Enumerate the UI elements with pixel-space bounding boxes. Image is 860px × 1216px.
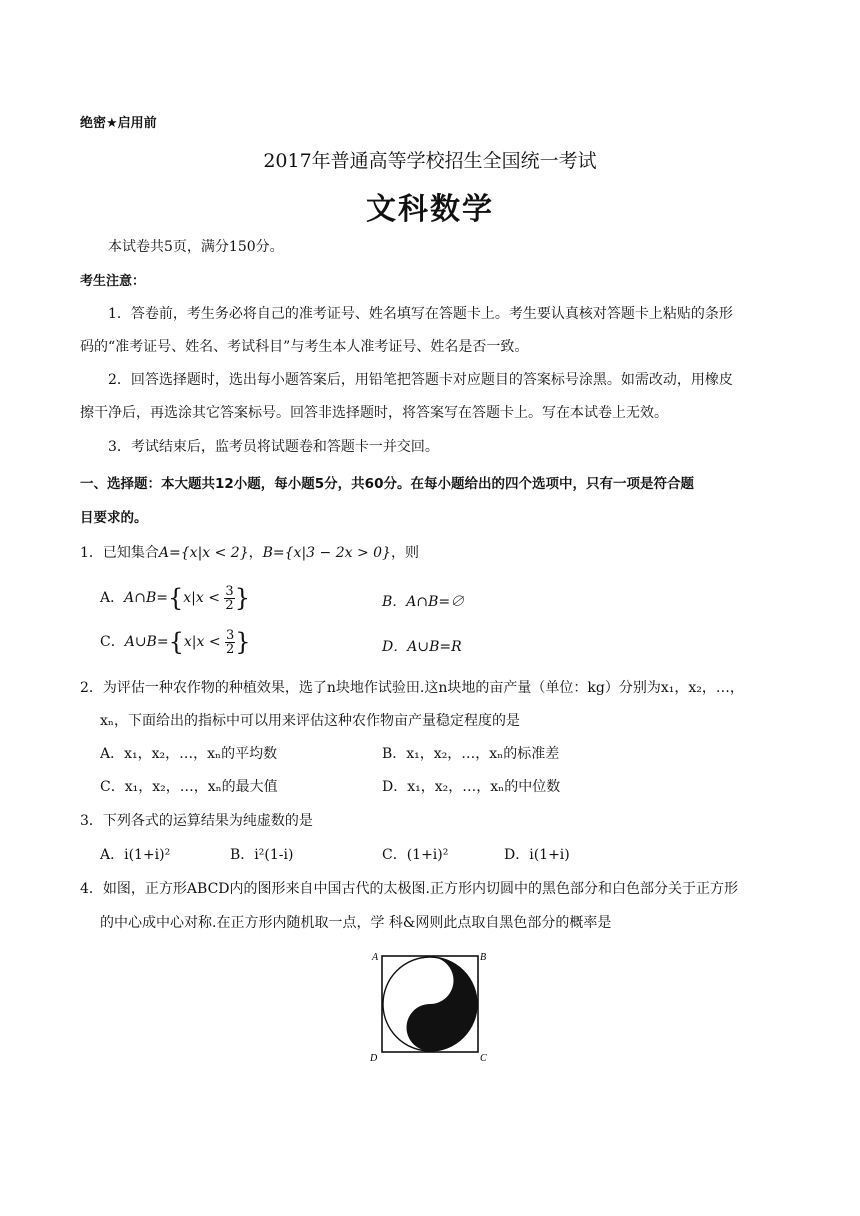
notice-heading: 考生注意： xyxy=(80,274,146,289)
right-brace-icon: } xyxy=(235,628,251,656)
section1-heading-line2: 目要求的。 xyxy=(80,510,148,526)
label-b: B xyxy=(480,952,487,963)
notice-item3: 3．考试结束后，监考员将试题卷和答题卡一并交回。 xyxy=(108,439,439,455)
q1-option-a xyxy=(100,584,250,612)
q2-option-c: C．x₁，x₂，…，xₙ的最大值 xyxy=(100,779,278,795)
q2-option-b: B．x₁，x₂，…，xₙ的标准差 xyxy=(382,746,560,762)
q1-set-b: B={x|3 − 2x > 0} xyxy=(262,545,391,561)
exam-title: 2017年普通高等学校招生全国统一考试 xyxy=(263,150,597,172)
q3-option-c: C．(1+i)² xyxy=(382,847,449,863)
notice-item2-line2: 擦干净后，再选涂其它答案标号。回答非选择题时，将答案写在答题卡上。写在本试卷上无效。 xyxy=(80,405,668,421)
label-c: C xyxy=(480,1053,487,1064)
q2-option-a: A．x₁，x₂，…，xₙ的平均数 xyxy=(100,746,278,762)
notice-item1-line2: 码的“准考证号、姓名、考试科目”与考生本人准考证号、姓名是否一致。 xyxy=(80,339,529,355)
label-a: A xyxy=(372,952,379,963)
taiji-figure xyxy=(364,948,494,1068)
q1-option-b: B．A∩B=∅ xyxy=(382,594,465,610)
intro-text: 本试卷共5页，满分150分。 xyxy=(108,239,284,255)
q2-option-d: D．x₁，x₂，…，xₙ的中位数 xyxy=(382,779,561,795)
q1-option-a-set: x|x < xyxy=(183,590,220,606)
q1-option-c-num: 3 xyxy=(226,627,235,643)
left-brace-icon: { xyxy=(167,584,184,612)
notice-item1-line1: 1．答卷前，考生务必将自己的准考证号、姓名填写在答题卡上。考生要认真核对答题卡上粘贴的条形 xyxy=(108,306,733,322)
q1-option-a-num: 3 xyxy=(225,583,234,599)
left-brace-icon: { xyxy=(168,628,184,656)
q4-stem-line1: 4．如图，正方形ABCD内的图形来自中国古代的太极图.正方形内切圆中的黑色部分和白色部分关于正方形 xyxy=(80,881,738,897)
right-brace-icon: } xyxy=(234,584,250,612)
notice-item2-line1: 2．回答选择题时，选出每小题答案后，用铅笔把答题卡对应题目的答案标号涂黑。如需改动，用橡皮 xyxy=(108,372,733,388)
subject-title: 文科数学 xyxy=(366,192,494,227)
q1-prefix: 1．已知集合 xyxy=(80,545,159,561)
q1-suffix: ，则 xyxy=(390,545,419,561)
q3-option-b: B．i²(1-i) xyxy=(230,847,294,863)
q1-comma: ， xyxy=(248,545,263,561)
q1-option-c-set: x|x < xyxy=(183,634,221,650)
q3-stem: 3．下列各式的运算结果为纯虚数的是 xyxy=(80,813,313,829)
white-dot xyxy=(425,976,435,986)
section1-heading-line1: 一、选择题：本大题共12小题，每小题5分，共60分。在每小题给出的四个选项中，只有一项是符合题 xyxy=(80,476,694,492)
q1-option-c-den: 2 xyxy=(226,641,235,657)
q1-option-a-label: A． xyxy=(100,590,125,606)
taiji-diagram xyxy=(364,948,494,1064)
q4-stem-line2: 的中心成中心对称.在正方形内随机取一点，学 科&网则此点取自黑色部分的概率是 xyxy=(100,915,612,931)
q1-set-a: A={x|x < 2} xyxy=(158,545,249,561)
q1-option-c-fraction xyxy=(225,629,235,656)
q1-option-a-den: 2 xyxy=(225,597,234,613)
q3-option-a: A．i(1+i)² xyxy=(100,847,171,863)
q1-option-c-label: C． xyxy=(100,634,125,650)
q1-option-c xyxy=(100,628,251,656)
q1-option-c-expr: A∪B= xyxy=(124,634,169,650)
q1-stem xyxy=(80,542,419,562)
secret-label: 绝密★启用前 xyxy=(80,116,157,131)
q1-option-a-expr: A∩B= xyxy=(124,590,168,606)
black-dot xyxy=(425,1023,435,1033)
q3-option-d: D．i(1+i) xyxy=(504,847,570,863)
label-d: D xyxy=(370,1053,378,1064)
q1-option-d: D．A∪B=R xyxy=(382,639,462,655)
q1-option-a-fraction xyxy=(224,585,234,612)
q2-stem-line1: 2．为评估一种农作物的种植效果，选了n块地作试验田.这n块地的亩产量（单位：kg）分别为x₁，x₂，…， xyxy=(80,680,744,696)
q2-stem-line2: xₙ，下面给出的指标中可以用来评估这种农作物亩产量稳定程度的是 xyxy=(100,713,520,729)
